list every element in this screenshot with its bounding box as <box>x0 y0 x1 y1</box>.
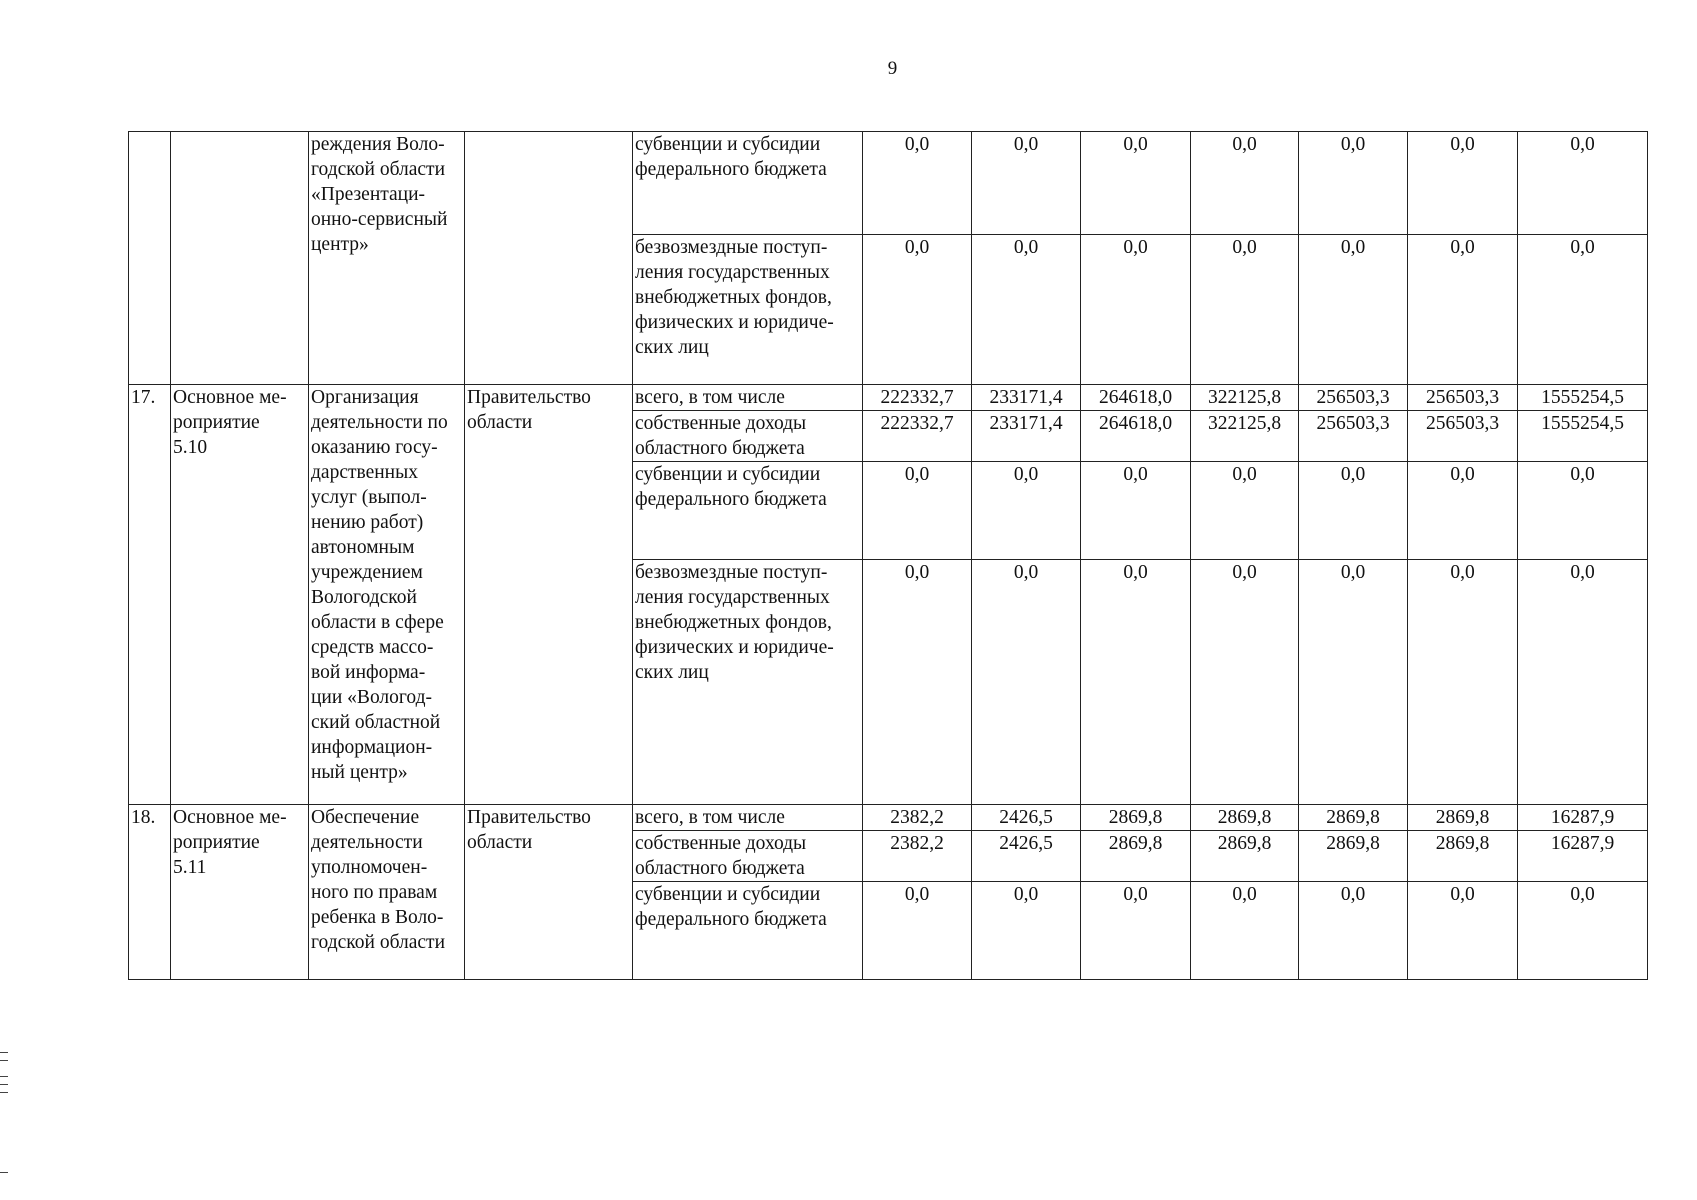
amount-cell: 264618,0 <box>1081 385 1191 411</box>
amount-cell: 0,0 <box>1518 882 1648 980</box>
item-number: 18. <box>129 805 171 980</box>
funding-source: всего, в том числе <box>633 385 863 411</box>
funding-source: субвенции и субсидии федерального бюджета <box>633 462 863 560</box>
amount-cell: 2869,8 <box>1081 831 1191 882</box>
event-name: Основное ме- роприятие 5.11 <box>171 805 309 980</box>
funding-source: собственные доходы областного бюджета <box>633 411 863 462</box>
executor: Правительство области <box>465 385 633 805</box>
amount-cell: 0,0 <box>972 560 1081 805</box>
amount-cell: 0,0 <box>1081 132 1191 235</box>
amount-cell: 322125,8 <box>1191 411 1299 462</box>
event-name: Основное ме- роприятие 5.10 <box>171 385 309 805</box>
table-row <box>129 805 1648 831</box>
funding-source: всего, в том числе <box>633 805 863 831</box>
executor: Правительство области <box>465 805 633 980</box>
amount-cell: 222332,7 <box>863 385 972 411</box>
item-number: 17. <box>129 385 171 805</box>
amount-cell: 2869,8 <box>1408 831 1518 882</box>
amount-cell: 2426,5 <box>972 831 1081 882</box>
amount-cell: 256503,3 <box>1299 385 1408 411</box>
amount-cell: 0,0 <box>1191 462 1299 560</box>
amount-cell: 0,0 <box>1299 235 1408 385</box>
amount-cell: 256503,3 <box>1408 411 1518 462</box>
amount-cell: 0,0 <box>1408 560 1518 805</box>
funding-source: субвенции и субсидии федерального бюджета <box>633 132 863 235</box>
margin-mark <box>0 1076 8 1077</box>
table-row <box>129 385 1648 411</box>
amount-cell: 0,0 <box>1299 132 1408 235</box>
executor <box>465 132 633 385</box>
amount-cell: 0,0 <box>1299 882 1408 980</box>
amount-cell: 1555254,5 <box>1518 385 1648 411</box>
organization-text: реждения Воло- годской области «Презентаци- онно-сервисный центр» <box>309 132 465 385</box>
amount-cell: 2869,8 <box>1081 805 1191 831</box>
page-number: 9 <box>887 58 898 79</box>
budget-table <box>128 131 1648 980</box>
amount-cell: 0,0 <box>1408 235 1518 385</box>
amount-cell: 2869,8 <box>1191 805 1299 831</box>
amount-cell: 0,0 <box>1191 132 1299 235</box>
funding-source: безвозмездные поступ- ления государственных внебюджетных фондов, физических и юридиче- ских лиц <box>633 235 863 385</box>
amount-cell: 233171,4 <box>972 385 1081 411</box>
amount-cell: 0,0 <box>1081 235 1191 385</box>
margin-mark <box>0 1084 8 1085</box>
funding-source: безвозмездные поступ- ления государственных внебюджетных фондов, физических и юридиче- ских лиц <box>633 560 863 805</box>
amount-cell: 256503,3 <box>1408 385 1518 411</box>
amount-cell: 0,0 <box>1191 560 1299 805</box>
organization-text: Организация деятельности по оказанию госу- дарственных услуг (выпол- нению работ) автономным учреждением Вологодской области в сфере средств массо- вой информа- ции «Вологод- ский областной информацион- ный центр» <box>309 385 465 805</box>
funding-source: собственные доходы областного бюджета <box>633 831 863 882</box>
amount-cell: 0,0 <box>972 132 1081 235</box>
amount-cell: 0,0 <box>1191 235 1299 385</box>
table-row <box>129 132 1648 235</box>
amount-cell: 0,0 <box>1518 462 1648 560</box>
amount-cell: 2382,2 <box>863 805 972 831</box>
amount-cell: 2869,8 <box>1299 805 1408 831</box>
amount-cell: 0,0 <box>863 560 972 805</box>
amount-cell: 0,0 <box>972 462 1081 560</box>
amount-cell: 0,0 <box>863 882 972 980</box>
amount-cell: 0,0 <box>1299 560 1408 805</box>
amount-cell: 0,0 <box>863 462 972 560</box>
amount-cell: 2426,5 <box>972 805 1081 831</box>
amount-cell: 2869,8 <box>1299 831 1408 882</box>
margin-mark <box>0 1060 8 1061</box>
margin-mark <box>0 1092 8 1093</box>
margin-mark <box>0 1172 8 1173</box>
amount-cell: 16287,9 <box>1518 805 1648 831</box>
budget-table-body <box>129 132 1648 980</box>
amount-cell: 0,0 <box>1081 560 1191 805</box>
amount-cell: 0,0 <box>1081 462 1191 560</box>
amount-cell: 0,0 <box>863 132 972 235</box>
amount-cell: 2869,8 <box>1408 805 1518 831</box>
amount-cell: 0,0 <box>1408 882 1518 980</box>
amount-cell: 0,0 <box>1518 560 1648 805</box>
amount-cell: 1555254,5 <box>1518 411 1648 462</box>
amount-cell: 0,0 <box>1299 462 1408 560</box>
margin-mark <box>0 1052 8 1053</box>
amount-cell: 264618,0 <box>1081 411 1191 462</box>
amount-cell: 0,0 <box>1081 882 1191 980</box>
amount-cell: 322125,8 <box>1191 385 1299 411</box>
amount-cell: 256503,3 <box>1299 411 1408 462</box>
amount-cell: 0,0 <box>1518 132 1648 235</box>
amount-cell: 0,0 <box>972 882 1081 980</box>
amount-cell: 0,0 <box>863 235 972 385</box>
amount-cell: 0,0 <box>1408 462 1518 560</box>
amount-cell: 2382,2 <box>863 831 972 882</box>
amount-cell: 0,0 <box>1408 132 1518 235</box>
item-number <box>129 132 171 385</box>
amount-cell: 233171,4 <box>972 411 1081 462</box>
amount-cell: 0,0 <box>1518 235 1648 385</box>
organization-text: Обеспечение деятельности уполномочен- ного по правам ребенка в Воло- годской области <box>309 805 465 980</box>
event-name <box>171 132 309 385</box>
amount-cell: 16287,9 <box>1518 831 1648 882</box>
funding-source: субвенции и субсидии федерального бюджета <box>633 882 863 980</box>
amount-cell: 222332,7 <box>863 411 972 462</box>
amount-cell: 0,0 <box>1191 882 1299 980</box>
amount-cell: 2869,8 <box>1191 831 1299 882</box>
amount-cell: 0,0 <box>972 235 1081 385</box>
